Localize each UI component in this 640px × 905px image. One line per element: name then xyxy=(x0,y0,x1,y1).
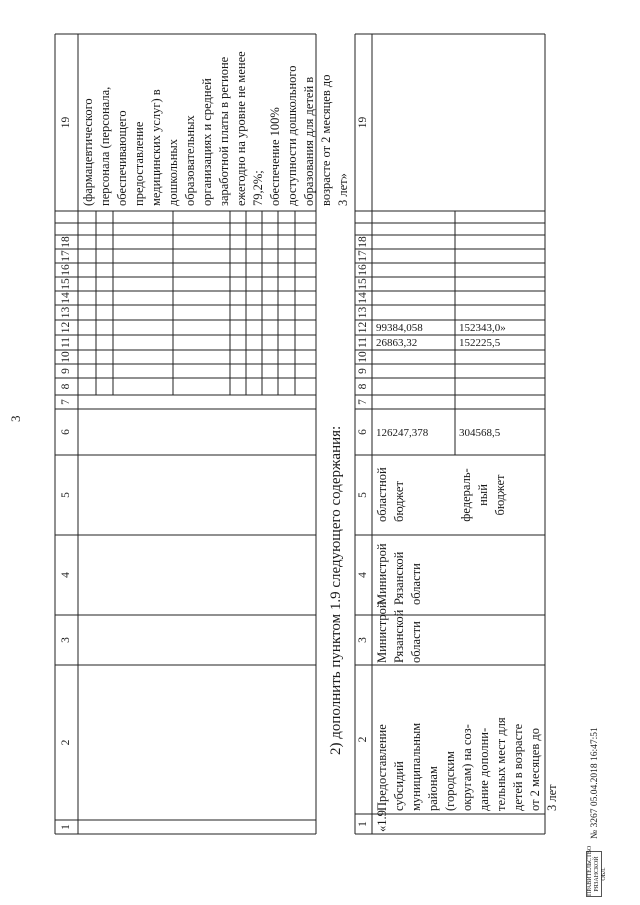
bottom-col-header-17: 17 xyxy=(357,250,369,262)
top-col-header-6: 6 xyxy=(60,429,72,435)
bottom-col-header-13: 13 xyxy=(357,306,369,319)
text-line: 3 лет xyxy=(545,784,559,811)
top-col-header-19: 19 xyxy=(60,116,72,129)
top-col-header-11: 11 xyxy=(60,336,72,349)
bottom-col-header-4: 4 xyxy=(357,572,369,578)
regional-total-cell xyxy=(372,409,455,455)
text-line: обеспечивающего xyxy=(115,110,129,206)
item-description xyxy=(374,666,561,811)
text-line: обеспечение 100% xyxy=(268,107,282,206)
regional-col12-cell xyxy=(372,320,455,335)
text-line: дошкольных xyxy=(166,138,180,206)
text-line: (фармацевтического xyxy=(81,98,95,206)
bottom-col-header-18: 18 xyxy=(357,236,369,248)
text-line: муниципальным xyxy=(409,722,423,811)
bottom-col-header-5: 5 xyxy=(357,492,369,498)
text-line: бюджет xyxy=(493,474,507,516)
top-col-header-12: 12 xyxy=(60,321,72,334)
top-col-header-13: 13 xyxy=(60,306,72,319)
bottom-col-header-16: 16 xyxy=(357,264,369,276)
text-line: ежегодно на уровне не менее xyxy=(234,51,248,206)
top-col-header-3: 3 xyxy=(60,637,72,643)
top-col-header-8: 8 xyxy=(60,383,72,390)
text-line: (городским xyxy=(443,751,457,811)
text-line: Министрой xyxy=(375,601,389,663)
top-col-header-1: 1 xyxy=(60,824,72,830)
intro-text: 2) дополнить пунктом 1.9 следующего содержания: xyxy=(328,425,344,755)
text-line: дание дополни- xyxy=(477,727,491,811)
text-line: от 2 месяцев до xyxy=(528,728,542,811)
bottom-col-header-14: 14 xyxy=(357,292,369,304)
federal-col12-cell xyxy=(455,320,545,335)
text-line: предоставление xyxy=(132,121,146,206)
item-number: «1.9 xyxy=(375,810,389,832)
bottom-col-header-2: 2 xyxy=(357,736,369,743)
page-number: 3 xyxy=(8,415,23,422)
text-line: области xyxy=(409,621,423,663)
text-line: доступности дошкольного xyxy=(285,65,299,206)
stamp-line: РЯЗАНСКОЙ ОБЛ. xyxy=(594,856,607,892)
text-line: областной xyxy=(375,467,389,522)
federal-col12: 152343,0» xyxy=(459,322,506,334)
top-col-header-2: 2 xyxy=(60,739,72,746)
top-col-header-14: 14 xyxy=(60,292,72,304)
item-coexecutor xyxy=(374,535,425,605)
regional-col11: 26863,32 xyxy=(376,337,418,349)
bottom-col-header-19: 19 xyxy=(357,116,369,129)
regional-col11-cell xyxy=(372,335,455,350)
item-executor xyxy=(374,601,425,663)
top-col-header-15: 15 xyxy=(60,278,72,290)
bottom-col-header-3: 3 xyxy=(357,637,369,643)
text-line: организациях и средней xyxy=(200,78,214,206)
text-line: возрасте от 2 месяцев до xyxy=(319,74,333,206)
stamp-line: ПРАВИТЕЛЬСТВО xyxy=(587,845,593,896)
source-regional-budget xyxy=(374,456,408,522)
registration-number: № 3267 05.04.2018 16:47:51 xyxy=(590,727,600,839)
text-line: 79,2%; xyxy=(251,170,265,206)
bottom-col-header-10: 10 xyxy=(357,351,369,363)
text-line: бюджет xyxy=(392,481,406,522)
text-line: Предоставление xyxy=(375,724,389,811)
top-col-header-5: 5 xyxy=(60,492,72,498)
regional-total: 126247,378 xyxy=(376,427,429,439)
bottom-col-header-6: 6 xyxy=(357,429,369,435)
top-col-header-10: 10 xyxy=(60,351,72,363)
top-col-header-4: 4 xyxy=(60,572,72,578)
text-line: образования для детей в xyxy=(302,76,316,206)
federal-col11-cell xyxy=(455,335,545,350)
top-col-header-9: 9 xyxy=(60,368,72,374)
text-line: районам xyxy=(426,766,440,811)
text-line: детей в возрасте xyxy=(511,723,525,811)
top-col-header-7: 7 xyxy=(60,399,72,405)
registration-stamp xyxy=(586,845,607,897)
text-line: округам) на соз- xyxy=(460,724,474,811)
text-line: ный xyxy=(476,484,490,506)
text-line: образовательных xyxy=(183,115,197,206)
top-col-header-17: 17 xyxy=(60,250,72,262)
text-line: тельных мест для xyxy=(494,717,508,811)
text-line: Министрой xyxy=(375,543,389,605)
text-line: области xyxy=(409,563,423,605)
bottom-col-header-12: 12 xyxy=(357,321,369,334)
text-line: медицинских услуг) в xyxy=(149,89,163,206)
bottom-col-header-1: 1 xyxy=(357,821,369,827)
federal-col11: 152225,5 xyxy=(459,337,501,349)
bottom-col-header-11: 11 xyxy=(357,336,369,349)
bottom-col-header-9: 9 xyxy=(357,368,369,374)
top-col-header-18: 18 xyxy=(60,236,72,248)
source-federal-budget xyxy=(458,457,509,533)
bottom-col-header-8: 8 xyxy=(357,383,369,390)
text-line: 3 лет» xyxy=(336,173,350,206)
text-line: субсидий xyxy=(392,761,406,811)
regional-col12: 99384,058 xyxy=(376,322,423,334)
text-line: заработной платы в регионе xyxy=(217,56,231,206)
text-line: Рязанской xyxy=(392,609,406,663)
text-line: персонала (персонала, xyxy=(98,86,112,206)
bottom-col-header-7: 7 xyxy=(357,399,369,405)
federal-total: 304568,5 xyxy=(459,427,501,439)
top-col-header-16: 16 xyxy=(60,264,72,276)
bottom-col-header-15: 15 xyxy=(357,278,369,290)
federal-total-cell xyxy=(455,409,545,455)
text-line: Рязанской xyxy=(392,551,406,605)
text-line: федераль- xyxy=(459,468,473,522)
